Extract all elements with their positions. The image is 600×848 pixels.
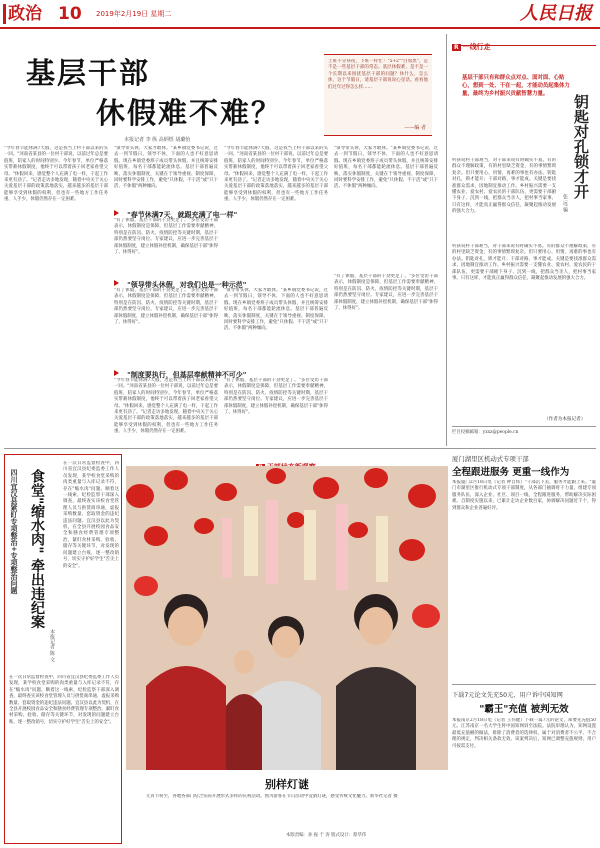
newspaper-logo: 人民日报 [520, 3, 592, 24]
page-credit: 本版责编：孙 振 于 涛 版式设计：蔡华伟 [286, 833, 367, 838]
subhead-marker-icon [114, 280, 119, 286]
right-stories [452, 454, 596, 844]
sidebar-vertical-author: 张 远 骗 [562, 194, 568, 213]
editor-note: 上班不分昼夜，下班一样忙！"5+2""白加黑"，是不是一些基层干部的常态。基层休假难，是不是一个长期以来困扰基层干部的问题？休什么，怎么休，这个节假日，请基层干部说说心里话。看看他们过年过得怎么样…… [328, 59, 428, 90]
sidebar-header-text: 一线行走 [462, 43, 491, 51]
sidebar-body-2: 听孩说村干部难当，对干部来说有时确实不易。有的群众不理解政策，有的村里缺乏资金，有的事情繁琐复杂。但只要用心、用情，再难的事也有办法。钥匙对孔，锁才能开；干部对路，事才能成。关键是要找准群众需求，因地制宜推动工作。乡村振兴需要一支懂农业、爱农村、爱农民的干部队伍，更需要干部俯下身子、沉到一线，把群众当亲人，把村事当家事。只有这样，才能真正赢得群众信任，凝聚起推动发展的强大合力。 [452, 244, 596, 282]
lead-col2b: "有了休假，基层干部的干劲更足了。"多位受访干部表示，休假制度是保障，但基层工作需要奉献精神，特别是在防汛、防火、疫情防控等关键时期，基层干部仍然要坚守岗位。专家建议，应进一步完善基层干部休假制度，建立休假补偿机制，确保基层干部"休得了、休得好"。 [114, 218, 218, 256]
sidebar-intro: 基层干部只有和群众点对点、面对面、心贴心，想到一处、干在一起，才能动员起集体力量，最终为乡村振兴贡献智慧力量。 [462, 75, 570, 97]
left-story-subtitle: 四川宜汉县紧盯专项整治+专项整治问题 [10, 469, 18, 594]
section-name: 政治 [8, 4, 42, 24]
sidebar-body: 听孩说村干部难当，对干部来说有时确实不易。有的群众不理解政策，有的村里缺乏资金，有的事情繁琐复杂。但只要用心、用情，再难的事也有办法。钥匙对孔，锁才能开；干部对路，事才能成。关键是要找准群众需求，因地制宜推动工作。乡村振兴需要一支懂农业、爱农村、爱农民的干部队伍，更需要干部俯下身子、沉到一线，把群众当亲人，把村事当家事。只有这样，才能真正赢得群众信任，凝聚起推动发展的强大合力。 [452, 158, 556, 215]
lead-col3c: "有了休假，基层干部的干劲更足了。"多位受访干部表示，休假制度是保障，但基层工作需要奉献精神，特别是在防汛、防火、疫情防控等关键时期，基层干部仍然要坚守岗位。专家建议，应进一步完善基层干部休假制度，建立休假补偿机制，确保基层干部"休得了、休得好"。 [224, 378, 328, 416]
sidebar-header [452, 34, 596, 51]
masthead-rule [0, 27, 600, 29]
left-story-title: 食堂"缩水肉" 牵出违纪案 [29, 469, 45, 629]
lead-col2: "领导带头休，大家才敢休。"某乡镇党委书记说，过去一到节假日，领导不休，下面的人也不好意思请假。现在乡镇党委班子成员带头休假，并且统筹安排好值班，每名干部都能轮流休息。基层干部普遍反映，落实休假制度，关键在于领导重视、制度保障，同时要科学安排工作，避免"只休假、不干活"或"只干活、不休假"两种倾向。 [114, 146, 218, 190]
photo-scene-svg [126, 466, 448, 770]
left-story-box [4, 454, 122, 844]
subhead-3-text: "制度要执行，但基层奉献精神不可少" [127, 371, 247, 379]
story-r2-body: 本报南京2月18日电（记者 王伟健）下载一篇7元的论文，却要先充值50元。江苏南京一名大学生将中国知网诉至法院。法院审理认为，知网设置最低充值额的做法，排除了消费者的选择权，属于对消费者不公平、不合理的规定，判决相关条款无效。该案判决后，知网已调整充值规则，用户可按需支付。 [452, 718, 596, 749]
subhead-1-text: "春节休满7天，就跟充满了电一样" [127, 211, 238, 219]
editor-note-box [324, 54, 432, 136]
photo-caption: 元宵节将至，各地各部门结合实际开展形式多样的庆祝活动。图为游客在节日活动中竞猜灯谜，感受传统文化魅力。新华社记者 摄 [146, 794, 398, 799]
lead-col1: "今年春节能休满7天假，这是我当上村干部以来的头一回。"河南省某县的一位村干部说，以前过年总是要值班，陪家人的时间特别少。今年春节，单位严格落实带薪休假制度，他终于可以带着孩子回老家看望父母。"休假回来，感觉整个人充满了电一样，干起工作来更有劲了。"记者走访多地发现，随着中央关于关心关爱基层干部的政策落地落实，越来越多的基层干部能够享受到休假的权利，但也有一些地方工作任务重、人手少，休假仍然存在一定困难。 [4, 146, 108, 203]
left-story-byline: 本报记者 陈 文 [49, 629, 55, 663]
sidebar-author-note: （作者为本报记者） [544, 417, 586, 422]
story-r1-headline: 全程跟进服务 更重一线作为 [452, 467, 570, 478]
subhead-marker-icon [114, 210, 119, 216]
subhead-2-text: "领导带头休假，对我们也是一种示范" [127, 281, 247, 289]
lead-col2d: "今年春节能休满7天假，这是我当上村干部以来的头一回。"河南省某县的一位村干部说，以前过年总是要值班，陪家人的时间特别少。今年春节，单位严格落实带薪休假制度，他终于可以带着孩子回老家看望父母。"休假回来，感觉整个人充满了电一样，干起工作来更有劲了。"记者走访多地发现，随着中央关于关心关爱基层干部的政策落地落实，越来越多的基层干部能够享受到休假的权利，但也有一些地方工作任务重、人手少，休假仍然存在一定困难。 [114, 378, 218, 435]
story-r2-headline: "霸王"充值 被判无效 [479, 704, 569, 715]
column-divider [446, 34, 447, 446]
sidebar-email-label: 栏目投稿邮箱： [452, 430, 483, 435]
lead-subhead-3 [114, 362, 334, 379]
lead-col3b: "领导带头休，大家才敢休。"某乡镇党委书记说，过去一到节假日，领导不休，下面的人也不好意思请假。现在乡镇党委班子成员带头休假，并且统筹安排好值班，每名干部都能轮流休息。基层干部普遍反映，落实休假制度，关键在于领导重视、制度保障，同时要科学安排工作，避免"只休假、不干活"或"只干活、不休假"两种倾向。 [224, 288, 328, 332]
masthead [0, 0, 600, 30]
lead-col4b: "有了休假，基层干部的干劲更足了。"多位受访干部表示，休假制度是保障，但基层工作需要奉献精神，特别是在防汛、防火、疫情防控等关键时期，基层干部仍然要坚守岗位。专家建议，应进一步完善基层干部休假制度，建立休假补偿机制，确保基层干部"休得了、休得好"。 [334, 274, 438, 312]
lead-col4: "领导带头休，大家才敢休。"某乡镇党委书记说，过去一到节假日，领导不休，下面的人也不好意思请假。现在乡镇党委班子成员带头休假，并且统筹安排好值班，每名干部都能轮流休息。基层干部普遍反映，落实休假制度，关键在于领导重视、制度保障，同时要科学安排工作，避免"只休假、不干活"或"只干活、不休假"两种倾向。 [334, 146, 438, 190]
lead-col2c: "有了休假，基层干部的干劲更足了。"多位受访干部表示，休假制度是保障，但基层工作需要奉献精神，特别是在防汛、防火、疫情防控等关键时期，基层干部仍然要坚守岗位。专家建议，应进一步完善基层干部休假制度，建立休假补偿机制，确保基层干部"休得了、休得好"。 [114, 288, 218, 326]
lead-byline: 本报记者 李 纵 高炳煜 胡璐怡 [124, 137, 191, 143]
photo-section-header [186, 454, 386, 464]
left-story-body-top: 在一次日常监督检查中，四川省宜汉县纪委监委工作人员发现，某学校食堂采购的肉类重量与入库记录不符，存在"缩水肉"问题。顺着这一线索，纪检监察干部深入调查，最终查实该校食堂管理人员与供货商串通，虚报采购数量、套取资金的违纪违法问题。宜汉县以此为契机，在全县开展校园食品安全和膳食经费管理专项整治，紧盯食材采购、验收、储存等关键环节，对发现的问题建立台账，逐一整改销号，切实守护好学生"舌尖上的安全"。 [63, 461, 119, 569]
sidebar-column [452, 34, 596, 446]
right-story-rule [452, 684, 596, 685]
left-story-body-bottom: 在一次日常监督检查中，四川省宜汉县纪委监委工作人员发现，某学校食堂采购的肉类重量与入库记录不符，存在"缩水肉"问题。顺着这一线索，纪检监察干部深入调查，最终查实该校食堂管理人员与供货商串通，虚报采购数量、套取资金的违纪违法问题。宜汉县以此为契机，在全县开展校园食品安全和膳食经费管理专项整治，紧盯食材采购、验收、储存等关键环节，对发现的问题建立台账，逐一整改销号，切实守护好学生"舌尖上的安全"。 [9, 675, 119, 725]
story-r2-title: 下载7元论文先充50元，用户诉中国知网 [452, 692, 563, 699]
section-bracket-left [3, 4, 6, 24]
lead-bottom-rule [4, 448, 596, 449]
photo-section [126, 454, 448, 844]
sidebar-email [452, 426, 596, 435]
page-number: 10 [58, 4, 82, 24]
sidebar-badge-icon: R [454, 44, 459, 51]
issue-date: 2019年2月19日 星期二 [96, 10, 172, 18]
story-r1-title: 厦门湖里区机动式专项干部 [452, 455, 529, 463]
lead-title-line1: 基层干部 [26, 56, 151, 90]
lantern-riddle-photo [126, 466, 448, 770]
lead-col3: "今年春节能休满7天假，这是我当上村干部以来的头一回。"河南省某县的一位村干部说，以前过年总是要值班，陪家人的时间特别少。今年春节，单位严格落实带薪休假制度，他终于可以带着孩子回老家看望父母。"休假回来，感觉整个人充满了电一样，干起工作来更有劲了。"记者走访多地发现，随着中央关于关心关爱基层干部的政策落地落实，越来越多的基层干部能够享受到休假的权利，但也有一些地方工作任务重、人手少，休假仍然存在一定困难。 [224, 146, 328, 203]
sidebar-vertical-title: 钥匙对孔锁才开 [572, 94, 590, 199]
lead-subhead-2 [114, 272, 334, 289]
subhead-marker-icon [114, 370, 119, 376]
photo-title: 别样灯谜 [265, 778, 309, 791]
story-r1-body: 本报厦门2月18日电（记者 钟自炜）"干部沉下去，服务才能跟上来。"厦门市湖里区推行机动式专项干部制度，从各部门抽调骨干力量，组建专项服务队伍，深入企业、社区、项目一线，全程跟进服务，帮助解决实际困难。自制度实施以来，已累计走访企业数百家，协调解决问题近千个，得到群众和企业普遍好评。 [452, 480, 596, 511]
sidebar-email-address[interactable]: yxxz@people.cn [482, 430, 519, 435]
lead-title-line2: 休假难不难？ [96, 96, 283, 130]
editor-signature: ——编 者 [404, 125, 426, 131]
visitor-figure-icon [146, 594, 416, 770]
lead-article [4, 34, 440, 446]
